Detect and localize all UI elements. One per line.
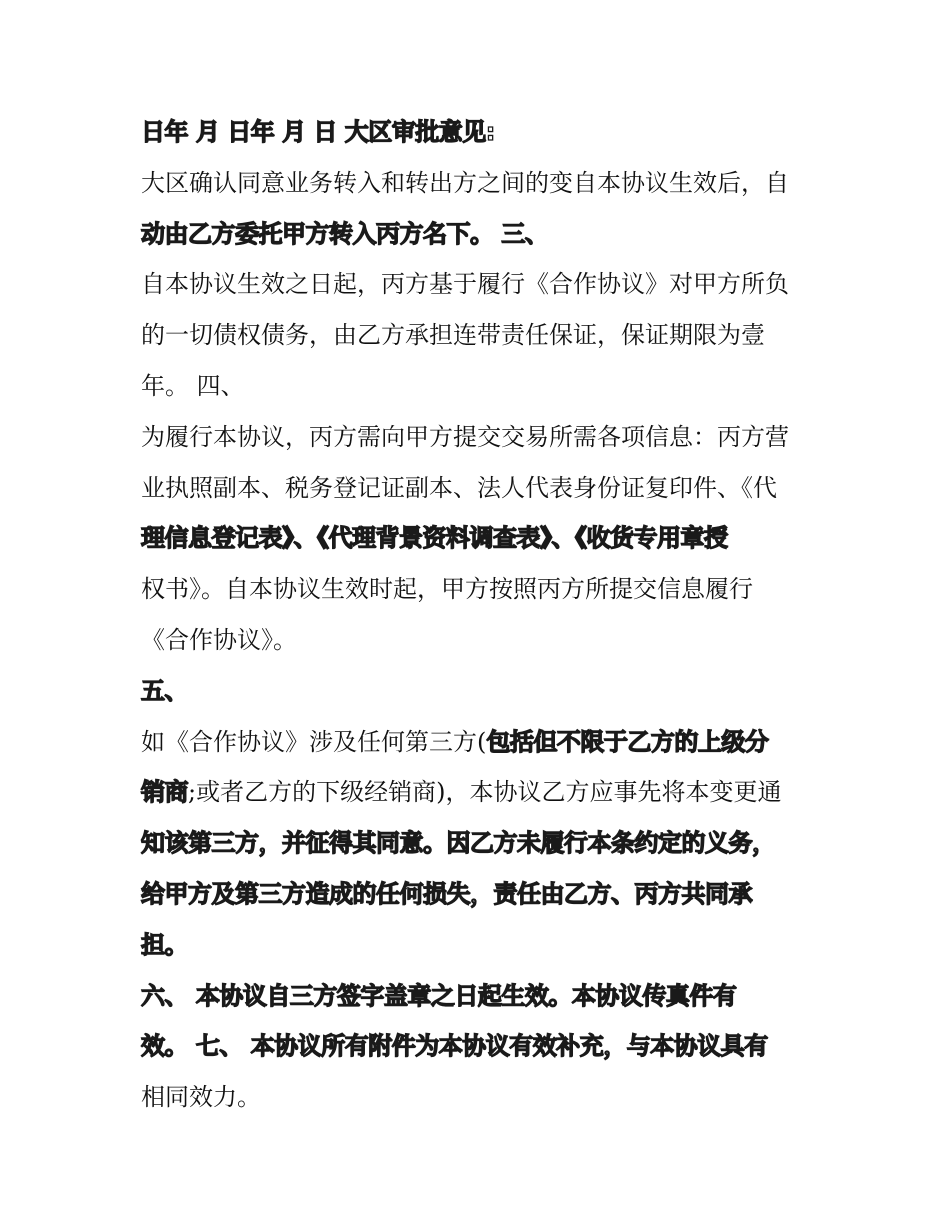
text-segment: 大区确认同意业务转入和转出方之间的变自本协议生效后，自 (141, 168, 789, 197)
text-segment: 业执照副本、税务登记证副本、法人代表身份证复印件、《代 (141, 473, 777, 502)
text-line (141, 158, 821, 209)
text-line (141, 361, 821, 412)
text-segment: 的一切债权债务，由乙方承担连带责任保证，保证期限为壹 (141, 321, 765, 350)
text-segment: 五、 (141, 676, 188, 705)
text-line (141, 259, 821, 310)
text-segment: 六、 本协议自三方签字盖章之日起生效。本协议传真件有 (141, 981, 737, 1010)
text-segment: 为履行本协议，丙方需向甲方提交交易所需各项信息：丙方营 (141, 422, 789, 451)
text-line (141, 818, 821, 869)
text-line (141, 869, 821, 920)
text-segment: 日年 月 日年 月 日 大区审批意见: (141, 118, 495, 146)
text-segment: 给甲方及第三方造成的任何损失，责任由乙方、丙方共同承 (141, 879, 752, 908)
text-line (141, 717, 821, 768)
text-line (141, 767, 821, 818)
text-line (141, 971, 821, 1022)
document-body (141, 107, 821, 1123)
text-segment: 销商 (141, 778, 188, 807)
text-segment: 担。 (141, 930, 188, 959)
text-line (141, 564, 821, 615)
text-line (141, 412, 821, 463)
text-segment: 理信息登记表》、《代理背景资料调查表》、《收货专用章授 (141, 524, 728, 553)
text-segment: 权书》。自本协议生效时起，甲方按照丙方所提交信息履行 (141, 575, 753, 604)
text-segment: 如《合作协议》涉及任何第三方( (141, 727, 487, 756)
text-line (141, 1072, 821, 1123)
text-line (141, 310, 821, 361)
text-line (141, 209, 821, 260)
text-segment: 自本协议生效之日起，丙方基于履行《合作协议》对甲方所负 (141, 270, 789, 299)
text-segment: 年。 四、 (141, 371, 245, 400)
text-segment: ;或者乙方的下级经销商)，本协议乙方应事先将本变更通 (188, 778, 782, 807)
text-segment: 《合作协议》。 (141, 625, 297, 654)
text-line (141, 920, 821, 971)
text-line (141, 107, 821, 158)
text-line (141, 615, 821, 666)
text-segment: 效。 七、 本协议所有附件为本协议有效补充，与本协议具有 (141, 1032, 768, 1061)
text-segment: 知该第三方，并征得其同意。因乙方未履行本条约定的义务， (141, 829, 776, 858)
text-segment: 动由乙方委托甲方转入丙方名下。 三、 (141, 219, 549, 248)
text-line (141, 666, 821, 717)
text-segment: 相同效力。 (141, 1083, 261, 1112)
text-line (141, 513, 821, 564)
text-segment: 包括但不限于乙方的上级分 (486, 727, 769, 756)
text-line (141, 1021, 821, 1072)
text-line (141, 463, 821, 514)
